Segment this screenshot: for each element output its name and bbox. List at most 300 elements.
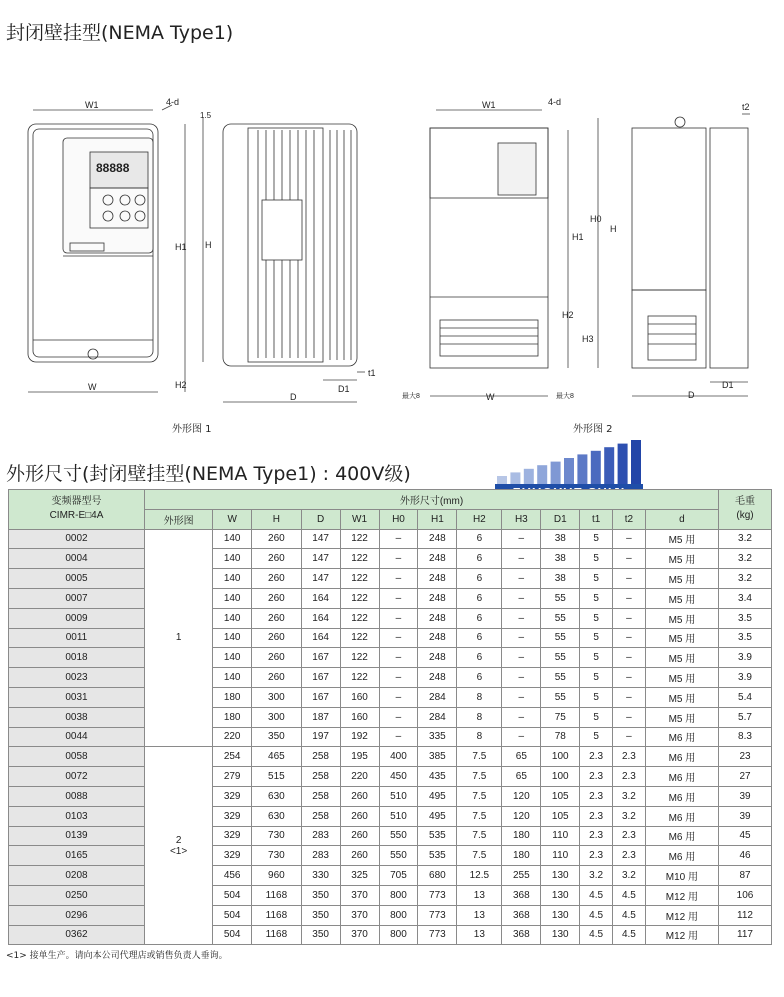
dimension-cell: 120 bbox=[502, 806, 541, 826]
dimension-cell: 8 bbox=[457, 707, 502, 727]
dimension-cell: – bbox=[502, 529, 541, 549]
column-header: H3 bbox=[502, 509, 541, 529]
model-cell: 0038 bbox=[9, 707, 145, 727]
dimension-cell: 550 bbox=[379, 826, 418, 846]
dimension-cell: 258 bbox=[301, 767, 340, 787]
dimension-cell: 180 bbox=[502, 826, 541, 846]
dimension-cell: M6 用 bbox=[645, 727, 718, 747]
dimension-cell: 2.3 bbox=[580, 747, 613, 767]
table-row bbox=[9, 569, 772, 589]
dimension-cell: 130 bbox=[541, 905, 580, 925]
dimension-cell: – bbox=[379, 668, 418, 688]
dimension-cell: 122 bbox=[340, 529, 379, 549]
dim-label-t2: t2 bbox=[742, 102, 750, 112]
dimension-cell: 122 bbox=[340, 588, 379, 608]
dimension-cell: – bbox=[502, 668, 541, 688]
dimension-cell: 130 bbox=[541, 885, 580, 905]
dimension-cell: 260 bbox=[340, 846, 379, 866]
dimension-cell: M12 用 bbox=[645, 905, 718, 925]
model-cell: 0031 bbox=[9, 687, 145, 707]
dimension-cell: 773 bbox=[418, 905, 457, 925]
dimension-cell: 6 bbox=[457, 608, 502, 628]
dimension-cell: – bbox=[502, 707, 541, 727]
logo-bar bbox=[604, 447, 614, 484]
dimension-cell: 122 bbox=[340, 628, 379, 648]
dimension-cell: M6 用 bbox=[645, 826, 718, 846]
dimension-cell: – bbox=[502, 569, 541, 589]
dimension-cell: 5 bbox=[580, 588, 613, 608]
dimension-cell: M6 用 bbox=[645, 846, 718, 866]
dimension-cell: 248 bbox=[418, 668, 457, 688]
dimension-cell: 495 bbox=[418, 786, 457, 806]
dimension-cell: 147 bbox=[301, 529, 340, 549]
dimension-cell: – bbox=[379, 648, 418, 668]
dimension-cell: 6 bbox=[457, 529, 502, 549]
dimension-cell: 12.5 bbox=[457, 866, 502, 886]
model-cell: 0005 bbox=[9, 569, 145, 589]
fig1-front-view bbox=[28, 124, 158, 362]
weight-cell: 112 bbox=[719, 905, 772, 925]
dim-label-d: D bbox=[290, 392, 297, 402]
dimension-cell: 260 bbox=[252, 529, 302, 549]
dimension-cell: 192 bbox=[340, 727, 379, 747]
logo-bar bbox=[497, 476, 507, 484]
dimension-cell: 100 bbox=[541, 767, 580, 787]
dimension-cell: – bbox=[502, 549, 541, 569]
dimension-cell: 730 bbox=[252, 826, 302, 846]
dimension-cell: 180 bbox=[213, 707, 252, 727]
dimension-cell: 7.5 bbox=[457, 846, 502, 866]
dimension-cell: M5 用 bbox=[645, 569, 718, 589]
model-cell: 0007 bbox=[9, 588, 145, 608]
dimension-cell: M5 用 bbox=[645, 628, 718, 648]
dimension-cell: 385 bbox=[418, 747, 457, 767]
dimension-cell: 164 bbox=[301, 608, 340, 628]
dimension-cell: 4.5 bbox=[580, 925, 613, 945]
dimension-cell: 110 bbox=[541, 826, 580, 846]
dimension-cell: 55 bbox=[541, 648, 580, 668]
dimension-cell: 284 bbox=[418, 707, 457, 727]
fig1-side-view bbox=[223, 124, 357, 366]
dimension-cell: 260 bbox=[252, 668, 302, 688]
dimension-cell: 8 bbox=[457, 687, 502, 707]
dimension-cell: M6 用 bbox=[645, 747, 718, 767]
dimension-cell: – bbox=[379, 707, 418, 727]
header-model-line1: 变频器型号 bbox=[51, 496, 102, 508]
table-row bbox=[9, 668, 772, 688]
model-cell: 0004 bbox=[9, 549, 145, 569]
table-row bbox=[9, 885, 772, 905]
dim-label-w: W bbox=[88, 382, 97, 392]
dimension-cell: 248 bbox=[418, 569, 457, 589]
weight-cell: 45 bbox=[719, 826, 772, 846]
column-header: W bbox=[213, 509, 252, 529]
table-row bbox=[9, 608, 772, 628]
table-row bbox=[9, 707, 772, 727]
weight-cell: 87 bbox=[719, 866, 772, 886]
dimension-cell: M6 用 bbox=[645, 786, 718, 806]
dimension-cell: M5 用 bbox=[645, 668, 718, 688]
dimension-cell: 350 bbox=[301, 905, 340, 925]
dimension-cell: 254 bbox=[213, 747, 252, 767]
dimension-cell: – bbox=[613, 588, 646, 608]
dimension-cell: 350 bbox=[301, 925, 340, 945]
dimension-cell: 248 bbox=[418, 549, 457, 569]
dimension-cell: 705 bbox=[379, 866, 418, 886]
dimension-table bbox=[8, 489, 772, 945]
dimension-cell: 2.3 bbox=[613, 826, 646, 846]
dimension-cell: M5 用 bbox=[645, 687, 718, 707]
dimension-cell: 329 bbox=[213, 846, 252, 866]
dimension-cell: 5 bbox=[580, 569, 613, 589]
dimension-cell: 140 bbox=[213, 549, 252, 569]
dimension-cell: 164 bbox=[301, 588, 340, 608]
table-row bbox=[9, 806, 772, 826]
dimension-cell: 283 bbox=[301, 846, 340, 866]
dimension-cell: – bbox=[502, 588, 541, 608]
dimension-cell: 75 bbox=[541, 707, 580, 727]
dimension-cell: 260 bbox=[252, 648, 302, 668]
outline-figure-cell: 1 bbox=[145, 529, 213, 747]
dimension-cell: 248 bbox=[418, 608, 457, 628]
dimension-cell: M12 用 bbox=[645, 885, 718, 905]
column-header: 外形图 bbox=[145, 509, 213, 529]
column-header: H bbox=[252, 509, 302, 529]
dimension-cell: 140 bbox=[213, 569, 252, 589]
dimension-cell: 6 bbox=[457, 668, 502, 688]
dimension-drawings bbox=[0, 88, 784, 433]
dimension-cell: 140 bbox=[213, 529, 252, 549]
dimension-cell: 105 bbox=[541, 786, 580, 806]
dimension-cell: 167 bbox=[301, 648, 340, 668]
dim-label-max8: 最大8 bbox=[402, 393, 420, 400]
dimension-cell: M5 用 bbox=[645, 648, 718, 668]
dimension-cell: 300 bbox=[252, 707, 302, 727]
model-cell: 0362 bbox=[9, 925, 145, 945]
dimension-cell: 510 bbox=[379, 786, 418, 806]
dimension-cell: 147 bbox=[301, 569, 340, 589]
dimension-cell: 279 bbox=[213, 767, 252, 787]
dimension-cell: 110 bbox=[541, 846, 580, 866]
dimension-cell: 283 bbox=[301, 826, 340, 846]
header-weight bbox=[719, 490, 772, 530]
dimension-cell: 258 bbox=[301, 786, 340, 806]
dimension-cell: 13 bbox=[457, 905, 502, 925]
dimension-cell: – bbox=[613, 727, 646, 747]
logo-bar bbox=[524, 469, 534, 484]
header-dims-group: 外形尺寸(mm) bbox=[145, 490, 719, 510]
dimension-cell: 195 bbox=[340, 747, 379, 767]
dim-label-d: 4-d bbox=[548, 97, 562, 107]
dimension-cell: 550 bbox=[379, 846, 418, 866]
model-cell: 0011 bbox=[9, 628, 145, 648]
logo-bar bbox=[618, 444, 628, 484]
weight-cell: 3.2 bbox=[719, 549, 772, 569]
dim-label-h0: H0 bbox=[590, 214, 602, 224]
section-title-dimensions: 外形尺寸(封闭壁挂型(NEMA Type1) : 400V级) bbox=[6, 463, 411, 485]
dimension-cell: 368 bbox=[502, 905, 541, 925]
dimension-cell: 370 bbox=[340, 885, 379, 905]
model-cell: 0296 bbox=[9, 905, 145, 925]
weight-cell: 3.4 bbox=[719, 588, 772, 608]
logo-bar bbox=[564, 458, 574, 484]
weight-cell: 3.2 bbox=[719, 569, 772, 589]
dimension-cell: – bbox=[379, 727, 418, 747]
dimension-cell: 5 bbox=[580, 529, 613, 549]
dimension-cell: 335 bbox=[418, 727, 457, 747]
dimension-cell: 960 bbox=[252, 866, 302, 886]
dimension-cell: 248 bbox=[418, 529, 457, 549]
dimension-cell: 2.3 bbox=[580, 786, 613, 806]
dim-label-w1: W1 bbox=[85, 100, 99, 110]
logo-bar bbox=[537, 465, 547, 484]
logo-bar bbox=[631, 440, 641, 484]
table-row bbox=[9, 846, 772, 866]
weight-cell: 8.3 bbox=[719, 727, 772, 747]
dimension-cell: 78 bbox=[541, 727, 580, 747]
dimension-cell: 122 bbox=[340, 668, 379, 688]
model-cell: 0018 bbox=[9, 648, 145, 668]
dimension-cell: M6 用 bbox=[645, 767, 718, 787]
outline-figure-number: 2 bbox=[175, 834, 182, 846]
dimension-cell: 4.5 bbox=[613, 885, 646, 905]
dimension-cell: 13 bbox=[457, 925, 502, 945]
dimension-cell: 55 bbox=[541, 588, 580, 608]
dimension-cell: 260 bbox=[252, 628, 302, 648]
dimension-cell: 7.5 bbox=[457, 747, 502, 767]
dimension-cell: 7.5 bbox=[457, 806, 502, 826]
table-row bbox=[9, 925, 772, 945]
dimension-cell: – bbox=[379, 628, 418, 648]
dimension-cell: 38 bbox=[541, 529, 580, 549]
dim-label-d1: D1 bbox=[722, 380, 734, 390]
dimension-cell: 2.3 bbox=[580, 767, 613, 787]
dim-label-h: H bbox=[610, 224, 617, 234]
table-body bbox=[9, 529, 772, 945]
dimension-cell: 329 bbox=[213, 826, 252, 846]
model-cell: 0072 bbox=[9, 767, 145, 787]
dimension-cell: 65 bbox=[502, 767, 541, 787]
dimension-cell: 167 bbox=[301, 668, 340, 688]
dimension-cell: 5 bbox=[580, 727, 613, 747]
dim-label-w: W bbox=[486, 392, 495, 402]
dimension-cell: 329 bbox=[213, 786, 252, 806]
dimension-cell: 220 bbox=[340, 767, 379, 787]
dimension-cell: 773 bbox=[418, 885, 457, 905]
dimension-cell: 2.3 bbox=[613, 767, 646, 787]
dimension-cell: – bbox=[613, 687, 646, 707]
logo-bar bbox=[577, 454, 587, 484]
dim-label-h1: H1 bbox=[175, 242, 187, 252]
dimension-cell: 3.2 bbox=[580, 866, 613, 886]
dimension-cell: 122 bbox=[340, 549, 379, 569]
column-header: H0 bbox=[379, 509, 418, 529]
dimension-cell: 180 bbox=[502, 846, 541, 866]
dimension-cell: – bbox=[613, 628, 646, 648]
dimension-cell: – bbox=[379, 569, 418, 589]
dimension-cell: – bbox=[502, 687, 541, 707]
dim-label-d: 4-d bbox=[166, 97, 180, 107]
dimension-cell: 1168 bbox=[252, 905, 302, 925]
dimension-cell: M5 用 bbox=[645, 588, 718, 608]
dimension-cell: 2.3 bbox=[613, 846, 646, 866]
dimension-cell: 260 bbox=[340, 826, 379, 846]
dimension-cell: – bbox=[379, 608, 418, 628]
weight-cell: 117 bbox=[719, 925, 772, 945]
dimension-cell: 300 bbox=[252, 687, 302, 707]
weight-cell: 5.4 bbox=[719, 687, 772, 707]
dimension-cell: 260 bbox=[252, 608, 302, 628]
dimension-cell: – bbox=[379, 549, 418, 569]
dimension-cell: 105 bbox=[541, 806, 580, 826]
dimension-cell: 800 bbox=[379, 885, 418, 905]
dim-label-h2: H2 bbox=[175, 380, 187, 390]
table-row bbox=[9, 786, 772, 806]
dimension-cell: 140 bbox=[213, 648, 252, 668]
weight-cell: 3.5 bbox=[719, 628, 772, 648]
dim-label-gap: 1.5 bbox=[200, 111, 212, 120]
dimension-cell: 4.5 bbox=[613, 905, 646, 925]
header-weight-line2: (kg) bbox=[736, 510, 754, 522]
dim-label-h3: H3 bbox=[582, 334, 594, 344]
model-cell: 0103 bbox=[9, 806, 145, 826]
dimension-cell: 800 bbox=[379, 925, 418, 945]
dimension-cell: 260 bbox=[252, 588, 302, 608]
dimension-cell: 515 bbox=[252, 767, 302, 787]
model-cell: 0044 bbox=[9, 727, 145, 747]
dimension-cell: 3.2 bbox=[613, 786, 646, 806]
weight-cell: 3.9 bbox=[719, 648, 772, 668]
dimension-cell: – bbox=[613, 668, 646, 688]
dimension-cell: 8 bbox=[457, 727, 502, 747]
dimension-cell: 368 bbox=[502, 925, 541, 945]
table-row bbox=[9, 588, 772, 608]
dimension-cell: M5 用 bbox=[645, 549, 718, 569]
table-row bbox=[9, 727, 772, 747]
dimension-cell: 325 bbox=[340, 866, 379, 886]
dimension-cell: – bbox=[379, 687, 418, 707]
dimension-cell: M5 用 bbox=[645, 529, 718, 549]
dimension-cell: 120 bbox=[502, 786, 541, 806]
dimension-cell: 130 bbox=[541, 866, 580, 886]
section-title-enclosure: 封闭壁挂型(NEMA Type1) bbox=[6, 22, 234, 44]
dimension-cell: – bbox=[613, 549, 646, 569]
dimension-cell: – bbox=[502, 727, 541, 747]
dimension-cell: 5 bbox=[580, 608, 613, 628]
dimension-cell: 167 bbox=[301, 687, 340, 707]
dimension-cell: 260 bbox=[252, 549, 302, 569]
header-model bbox=[9, 490, 145, 530]
column-header: H2 bbox=[457, 509, 502, 529]
panel-display-text: 88888 bbox=[96, 161, 130, 175]
dimension-cell: 330 bbox=[301, 866, 340, 886]
fig2-front-view bbox=[430, 128, 548, 368]
table-row bbox=[9, 529, 772, 549]
dimension-cell: M5 用 bbox=[645, 608, 718, 628]
dimension-cell: 6 bbox=[457, 648, 502, 668]
dimension-cell: 504 bbox=[213, 905, 252, 925]
dimension-cell: 160 bbox=[340, 687, 379, 707]
dimension-cell: – bbox=[379, 529, 418, 549]
dimension-cell: – bbox=[613, 608, 646, 628]
dimension-cell: 140 bbox=[213, 588, 252, 608]
dimension-cell: 1168 bbox=[252, 925, 302, 945]
weight-cell: 27 bbox=[719, 767, 772, 787]
dimension-cell: 456 bbox=[213, 866, 252, 886]
dimension-cell: 5 bbox=[580, 707, 613, 727]
dimension-cell: 5 bbox=[580, 549, 613, 569]
weight-cell: 39 bbox=[719, 786, 772, 806]
dimension-cell: 3.2 bbox=[613, 806, 646, 826]
dimension-cell: 220 bbox=[213, 727, 252, 747]
dimension-cell: 55 bbox=[541, 628, 580, 648]
logo-bar bbox=[510, 472, 520, 484]
dimension-cell: 630 bbox=[252, 786, 302, 806]
weight-cell: 23 bbox=[719, 747, 772, 767]
dimension-cell: 495 bbox=[418, 806, 457, 826]
column-header: W1 bbox=[340, 509, 379, 529]
model-cell: 0009 bbox=[9, 608, 145, 628]
dimension-cell: 2.3 bbox=[580, 806, 613, 826]
table-row bbox=[9, 866, 772, 886]
logo-bar bbox=[551, 462, 561, 484]
dimension-cell: 258 bbox=[301, 747, 340, 767]
dimension-cell: 1168 bbox=[252, 885, 302, 905]
column-header: t1 bbox=[580, 509, 613, 529]
dimension-cell: 122 bbox=[340, 569, 379, 589]
dimension-cell: 3.2 bbox=[613, 866, 646, 886]
table-row bbox=[9, 687, 772, 707]
dimension-cell: 504 bbox=[213, 925, 252, 945]
dimension-cell: 248 bbox=[418, 628, 457, 648]
dimension-cell: 7.5 bbox=[457, 786, 502, 806]
dimension-cell: 680 bbox=[418, 866, 457, 886]
weight-cell: 3.9 bbox=[719, 668, 772, 688]
dimension-cell: 4.5 bbox=[580, 905, 613, 925]
dim-label-h1: H1 bbox=[572, 232, 584, 242]
dim-label-d: D bbox=[688, 390, 695, 400]
dimension-cell: 164 bbox=[301, 628, 340, 648]
header-weight-line1: 毛重 bbox=[735, 496, 755, 508]
table-row bbox=[9, 549, 772, 569]
dimension-cell: 730 bbox=[252, 846, 302, 866]
dimension-cell: 122 bbox=[340, 648, 379, 668]
dimension-cell: 140 bbox=[213, 628, 252, 648]
dimension-cell: 2.3 bbox=[613, 747, 646, 767]
dimension-cell: 450 bbox=[379, 767, 418, 787]
dim-label-h2: H2 bbox=[562, 310, 574, 320]
dimension-cell: 197 bbox=[301, 727, 340, 747]
dimension-cell: 535 bbox=[418, 826, 457, 846]
dimension-cell: 2.3 bbox=[580, 826, 613, 846]
dimension-cell: M10 用 bbox=[645, 866, 718, 886]
dimension-cell: 5 bbox=[580, 628, 613, 648]
dim-label-d1: D1 bbox=[338, 384, 350, 394]
dimension-cell: 510 bbox=[379, 806, 418, 826]
dimension-cell: 6 bbox=[457, 588, 502, 608]
dimension-cell: 260 bbox=[340, 806, 379, 826]
dimension-cell: M12 用 bbox=[645, 925, 718, 945]
dimension-cell: 370 bbox=[340, 925, 379, 945]
weight-cell: 3.2 bbox=[719, 529, 772, 549]
dimension-cell: 55 bbox=[541, 668, 580, 688]
model-cell: 0088 bbox=[9, 786, 145, 806]
dimension-cell: 130 bbox=[541, 925, 580, 945]
dimension-cell: 350 bbox=[252, 727, 302, 747]
dimension-cell: – bbox=[502, 628, 541, 648]
dimension-cell: 400 bbox=[379, 747, 418, 767]
dimension-cell: 7.5 bbox=[457, 767, 502, 787]
